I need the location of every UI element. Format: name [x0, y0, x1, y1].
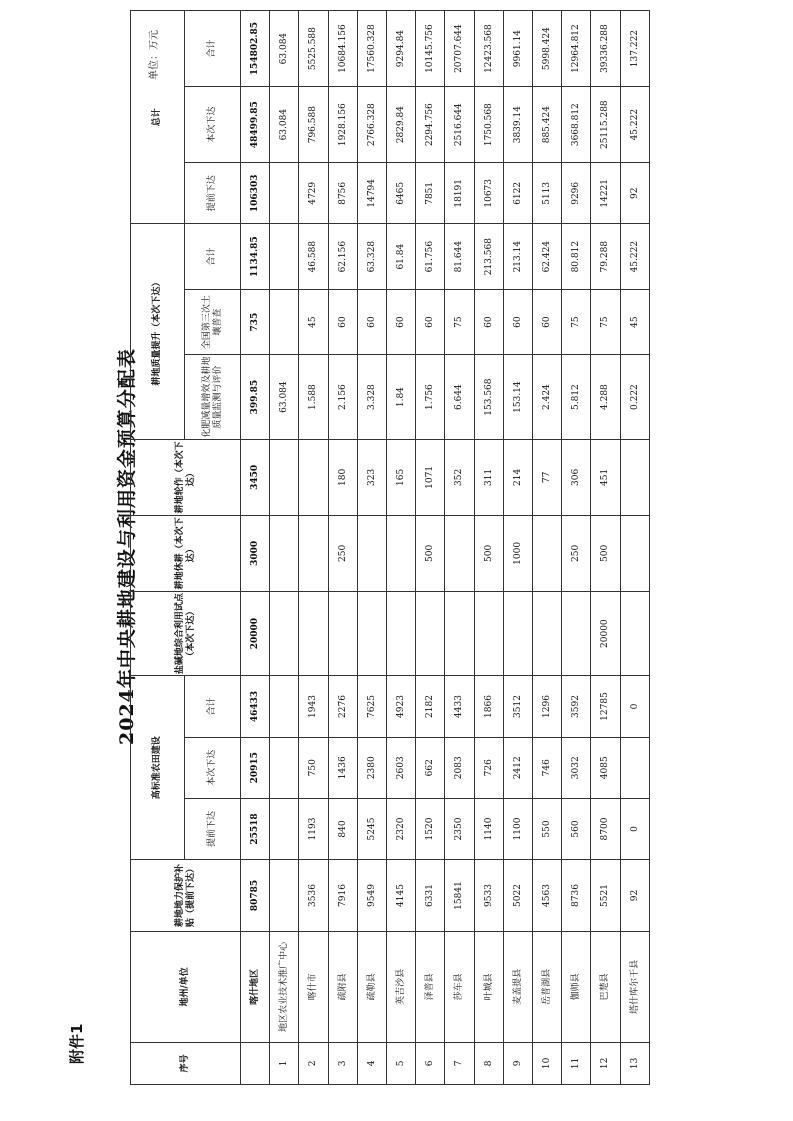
cell-t-sum: 10684.156 — [328, 11, 357, 87]
header-total: 总计 — [131, 11, 185, 224]
cell-seq: 7 — [445, 1042, 474, 1084]
cell-name: 岳普湖县 — [533, 931, 562, 1042]
cell-subsidy: 5022 — [503, 860, 532, 932]
cell-t-now: 25115.288 — [591, 87, 620, 163]
cell-fert: 1.756 — [416, 355, 445, 439]
cell-t-sum: 20707.644 — [445, 11, 474, 87]
cell-name: 英吉沙县 — [387, 931, 416, 1042]
cell-seq: 2 — [299, 1042, 328, 1084]
cell-t-now: 45.222 — [620, 87, 649, 163]
header-saline: 盐碱地综合利用试点（本次下达） — [131, 591, 241, 675]
cell-fert: 2.424 — [533, 355, 562, 439]
cell-fallow — [387, 515, 416, 591]
cell-seq: 6 — [416, 1042, 445, 1084]
cell-saline — [328, 591, 357, 675]
cell-name: 巴楚县 — [591, 931, 620, 1042]
cell-soil: 45 — [299, 289, 328, 354]
cell-t-early: 106303 — [241, 163, 270, 224]
cell-subsidy: 8736 — [562, 860, 591, 932]
cell-fert: 399.85 — [241, 355, 270, 439]
header-farmland: 高标准农田建设 — [131, 676, 185, 860]
cell-subsidy: 6331 — [416, 860, 445, 932]
cell-ft-now: 3032 — [562, 737, 591, 798]
cell-subsidy: 5521 — [591, 860, 620, 932]
cell-seq: 12 — [591, 1042, 620, 1084]
cell-t-now: 3668.812 — [562, 87, 591, 163]
cell-soil — [270, 289, 299, 354]
cell-ft-sum: 1943 — [299, 676, 328, 737]
table-header — [131, 11, 241, 1085]
cell-q-sum: 62.156 — [328, 224, 357, 289]
cell-name: 疏附县 — [328, 931, 357, 1042]
cell-fert: 6.644 — [445, 355, 474, 439]
cell-name: 莎车县 — [445, 931, 474, 1042]
cell-name: 麦盖提县 — [503, 931, 532, 1042]
cell-saline — [562, 591, 591, 675]
cell-t-early: 14794 — [357, 163, 386, 224]
cell-t-now: 2766.328 — [357, 87, 386, 163]
cell-seq: 1 — [270, 1042, 299, 1084]
cell-t-early: 6122 — [503, 163, 532, 224]
cell-t-early: 8756 — [328, 163, 357, 224]
cell-rotation: 3450 — [241, 439, 270, 515]
cell-q-sum: 61.756 — [416, 224, 445, 289]
cell-ft-now — [270, 737, 299, 798]
cell-rotation: 306 — [562, 439, 591, 515]
cell-soil: 75 — [591, 289, 620, 354]
cell-t-sum: 5525.588 — [299, 11, 328, 87]
header-soil-census: 全国第三次土壤普查 — [185, 289, 241, 354]
cell-ft-sum: 4433 — [445, 676, 474, 737]
cell-t-sum: 10145.756 — [416, 11, 445, 87]
cell-seq: 3 — [328, 1042, 357, 1084]
cell-t-early: 9296 — [562, 163, 591, 224]
cell-subsidy: 9533 — [474, 860, 503, 932]
cell-seq: 13 — [620, 1042, 649, 1084]
cell-ft-sum: 3592 — [562, 676, 591, 737]
cell-rotation: 311 — [474, 439, 503, 515]
header-region: 地州/单位 — [131, 931, 241, 1042]
cell-soil: 75 — [562, 289, 591, 354]
cell-ft-early: 0 — [620, 798, 649, 859]
cell-ft-now: 662 — [416, 737, 445, 798]
table-row — [270, 11, 299, 1085]
cell-subsidy: 4563 — [533, 860, 562, 932]
header-seq: 序号 — [131, 1042, 241, 1084]
cell-saline — [270, 591, 299, 675]
cell-name: 地区农业技术推广中心 — [270, 931, 299, 1042]
cell-subsidy: 3536 — [299, 860, 328, 932]
cell-fert: 1.588 — [299, 355, 328, 439]
cell-q-sum — [270, 224, 299, 289]
cell-rotation — [620, 439, 649, 515]
cell-t-early — [270, 163, 299, 224]
cell-q-sum: 1134.85 — [241, 224, 270, 289]
budget-table — [130, 10, 650, 1085]
unit-label: 单位：万元 — [149, 30, 160, 80]
cell-subsidy: 7916 — [328, 860, 357, 932]
cell-name: 塔什库尔干县 — [620, 931, 649, 1042]
cell-q-sum: 80.812 — [562, 224, 591, 289]
cell-t-now: 1928.156 — [328, 87, 357, 163]
cell-soil: 60 — [533, 289, 562, 354]
cell-fert: 4.288 — [591, 355, 620, 439]
cell-fert: 1.84 — [387, 355, 416, 439]
cell-q-sum: 62.424 — [533, 224, 562, 289]
cell-ft-early: 560 — [562, 798, 591, 859]
cell-ft-early: 2320 — [387, 798, 416, 859]
cell-ft-early: 1520 — [416, 798, 445, 859]
cell-ft-now: 20915 — [241, 737, 270, 798]
cell-fallow — [270, 515, 299, 591]
cell-ft-sum: 2276 — [328, 676, 357, 737]
cell-saline — [416, 591, 445, 675]
cell-ft-now: 4085 — [591, 737, 620, 798]
cell-saline: 20000 — [241, 591, 270, 675]
cell-t-now: 1750.568 — [474, 87, 503, 163]
cell-fallow: 250 — [562, 515, 591, 591]
cell-name: 叶城县 — [474, 931, 503, 1042]
cell-fallow — [357, 515, 386, 591]
cell-ft-early: 1193 — [299, 798, 328, 859]
budget-table-container — [130, 10, 650, 1085]
cell-saline — [474, 591, 503, 675]
cell-ft-early: 1140 — [474, 798, 503, 859]
cell-fallow: 250 — [328, 515, 357, 591]
cell-fallow: 500 — [591, 515, 620, 591]
cell-fert: 5.812 — [562, 355, 591, 439]
cell-ft-now: 2412 — [503, 737, 532, 798]
cell-ft-sum: 3512 — [503, 676, 532, 737]
cell-ft-sum: 2182 — [416, 676, 445, 737]
cell-fert: 3.328 — [357, 355, 386, 439]
cell-saline — [387, 591, 416, 675]
cell-t-sum: 12423.568 — [474, 11, 503, 87]
cell-saline — [445, 591, 474, 675]
cell-soil: 735 — [241, 289, 270, 354]
cell-soil: 60 — [503, 289, 532, 354]
cell-name: 伽师县 — [562, 931, 591, 1042]
cell-t-early: 18191 — [445, 163, 474, 224]
cell-t-sum: 5998.424 — [533, 11, 562, 87]
cell-ft-early: 840 — [328, 798, 357, 859]
cell-t-sum: 12964.812 — [562, 11, 591, 87]
cell-subsidy: 80785 — [241, 860, 270, 932]
cell-q-sum: 46.588 — [299, 224, 328, 289]
cell-q-sum: 79.288 — [591, 224, 620, 289]
header-ft-early: 提前下达 — [185, 798, 241, 859]
header-quality-sum: 合计 — [185, 224, 241, 289]
cell-t-early: 4729 — [299, 163, 328, 224]
table-row-total — [241, 11, 270, 1085]
header-total-early: 提前下达 — [185, 163, 241, 224]
cell-ft-now: 726 — [474, 737, 503, 798]
cell-subsidy — [270, 860, 299, 932]
header-fallow: 耕地休耕（本次下达） — [131, 515, 241, 591]
cell-t-early: 5113 — [533, 163, 562, 224]
cell-ft-now: 2083 — [445, 737, 474, 798]
cell-q-sum: 45.222 — [620, 224, 649, 289]
cell-fallow: 500 — [416, 515, 445, 591]
cell-seq: 4 — [357, 1042, 386, 1084]
cell-seq: 9 — [503, 1042, 532, 1084]
cell-t-early: 7851 — [416, 163, 445, 224]
table-row — [445, 11, 474, 1085]
table-row — [416, 11, 445, 1085]
cell-ft-now: 746 — [533, 737, 562, 798]
table-row — [562, 11, 591, 1085]
cell-name: 喀什地区 — [241, 931, 270, 1042]
header-quality: 耕地质量提升（本次下达） — [131, 224, 185, 439]
cell-q-sum: 213.14 — [503, 224, 532, 289]
cell-t-now: 63.084 — [270, 87, 299, 163]
header-total-sum: 合计 — [185, 11, 241, 87]
cell-rotation — [299, 439, 328, 515]
cell-ft-early: 5245 — [357, 798, 386, 859]
cell-subsidy: 15841 — [445, 860, 474, 932]
cell-t-sum: 154802.85 — [241, 11, 270, 87]
cell-t-sum: 39336.288 — [591, 11, 620, 87]
cell-soil: 60 — [328, 289, 357, 354]
cell-ft-sum: 1296 — [533, 676, 562, 737]
cell-q-sum: 213.568 — [474, 224, 503, 289]
header-rotation: 耕地轮作（本次下达） — [131, 439, 241, 515]
cell-soil: 60 — [387, 289, 416, 354]
cell-ft-early — [270, 798, 299, 859]
cell-ft-sum: 0 — [620, 676, 649, 737]
cell-ft-early: 2350 — [445, 798, 474, 859]
cell-soil: 60 — [474, 289, 503, 354]
cell-fert: 153.568 — [474, 355, 503, 439]
cell-q-sum: 63.328 — [357, 224, 386, 289]
cell-t-early: 6465 — [387, 163, 416, 224]
table-body — [241, 11, 650, 1085]
cell-saline — [299, 591, 328, 675]
cell-rotation: 165 — [387, 439, 416, 515]
header-ft-now: 本次下达 — [185, 737, 241, 798]
table-row — [591, 11, 620, 1085]
cell-fallow: 500 — [474, 515, 503, 591]
cell-t-early: 10673 — [474, 163, 503, 224]
cell-seq: 11 — [562, 1042, 591, 1084]
cell-fallow: 1000 — [503, 515, 532, 591]
cell-name: 喀什市 — [299, 931, 328, 1042]
cell-fert: 153.14 — [503, 355, 532, 439]
cell-ft-now: 750 — [299, 737, 328, 798]
cell-ft-now: 2603 — [387, 737, 416, 798]
cell-q-sum: 61.84 — [387, 224, 416, 289]
cell-fert: 63.084 — [270, 355, 299, 439]
cell-fert: 0.222 — [620, 355, 649, 439]
header-ft-sum: 合计 — [185, 676, 241, 737]
cell-ft-early: 1100 — [503, 798, 532, 859]
annex-label: 附件1 — [68, 1023, 86, 1064]
cell-fallow — [620, 515, 649, 591]
table-row — [299, 11, 328, 1085]
cell-soil: 45 — [620, 289, 649, 354]
cell-t-now: 885.424 — [533, 87, 562, 163]
cell-ft-sum: 46433 — [241, 676, 270, 737]
cell-t-early: 92 — [620, 163, 649, 224]
cell-ft-sum — [270, 676, 299, 737]
cell-ft-early: 550 — [533, 798, 562, 859]
cell-ft-sum: 4923 — [387, 676, 416, 737]
cell-fallow: 3000 — [241, 515, 270, 591]
cell-fallow — [445, 515, 474, 591]
cell-seq — [241, 1042, 270, 1084]
cell-rotation: 352 — [445, 439, 474, 515]
cell-name: 泽普县 — [416, 931, 445, 1042]
cell-ft-now — [620, 737, 649, 798]
header-total-now: 本次下达 — [185, 87, 241, 163]
cell-saline — [357, 591, 386, 675]
table-row — [620, 11, 649, 1085]
cell-ft-now: 2380 — [357, 737, 386, 798]
cell-t-sum: 137.222 — [620, 11, 649, 87]
cell-t-now: 2294.756 — [416, 87, 445, 163]
cell-rotation: 214 — [503, 439, 532, 515]
cell-ft-early: 8700 — [591, 798, 620, 859]
cell-saline: 20000 — [591, 591, 620, 675]
cell-soil: 60 — [357, 289, 386, 354]
table-row — [533, 11, 562, 1085]
cell-rotation: 77 — [533, 439, 562, 515]
cell-t-now: 796.588 — [299, 87, 328, 163]
cell-rotation: 323 — [357, 439, 386, 515]
table-row — [357, 11, 386, 1085]
cell-t-now: 48499.85 — [241, 87, 270, 163]
table-row — [387, 11, 416, 1085]
cell-seq: 8 — [474, 1042, 503, 1084]
cell-rotation: 1071 — [416, 439, 445, 515]
cell-t-sum: 63.084 — [270, 11, 299, 87]
cell-seq: 10 — [533, 1042, 562, 1084]
cell-subsidy: 9549 — [357, 860, 386, 932]
cell-ft-sum: 1866 — [474, 676, 503, 737]
cell-fert: 2.156 — [328, 355, 357, 439]
cell-t-sum: 9294.84 — [387, 11, 416, 87]
table-row — [503, 11, 532, 1085]
header-subsidy: 耕地地力保护补贴（提前下达） — [131, 860, 241, 932]
table-row — [328, 11, 357, 1085]
cell-t-now: 2516.644 — [445, 87, 474, 163]
cell-soil: 60 — [416, 289, 445, 354]
cell-seq: 5 — [387, 1042, 416, 1084]
cell-subsidy: 92 — [620, 860, 649, 932]
cell-rotation: 180 — [328, 439, 357, 515]
cell-saline — [533, 591, 562, 675]
cell-t-early: 14221 — [591, 163, 620, 224]
cell-soil: 75 — [445, 289, 474, 354]
cell-saline — [620, 591, 649, 675]
cell-saline — [503, 591, 532, 675]
header-fertilizer: 化肥减量增效及耕地质量监测与评价 — [185, 355, 241, 439]
page-title: 2024年中央耕地建设与利用资金预算分配表 — [116, 348, 138, 745]
table-row — [474, 11, 503, 1085]
cell-rotation — [270, 439, 299, 515]
cell-ft-early: 25518 — [241, 798, 270, 859]
cell-fallow — [299, 515, 328, 591]
cell-t-sum: 9961.14 — [503, 11, 532, 87]
cell-subsidy: 4145 — [387, 860, 416, 932]
cell-ft-sum: 12785 — [591, 676, 620, 737]
cell-q-sum: 81.644 — [445, 224, 474, 289]
cell-ft-now: 1436 — [328, 737, 357, 798]
cell-name: 疏勒县 — [357, 931, 386, 1042]
cell-t-now: 3839.14 — [503, 87, 532, 163]
cell-rotation: 451 — [591, 439, 620, 515]
cell-t-now: 2829.84 — [387, 87, 416, 163]
cell-t-sum: 17560.328 — [357, 11, 386, 87]
cell-fallow — [533, 515, 562, 591]
cell-ft-sum: 7625 — [357, 676, 386, 737]
